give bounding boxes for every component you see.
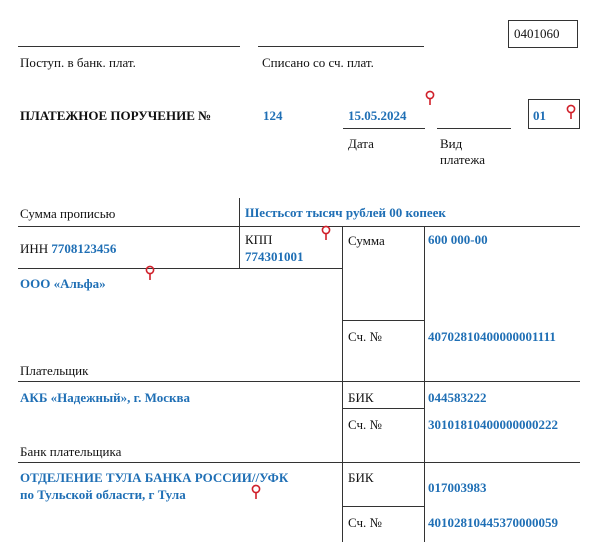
map-pin-icon — [565, 104, 577, 120]
payer-bank-account-label: Сч. № — [348, 417, 382, 432]
map-pin-icon — [144, 265, 156, 281]
payee-bank-bik[interactable]: 017003983 — [428, 480, 487, 495]
payer-bank-name[interactable]: АКБ «Надежный», г. Москва — [20, 390, 190, 405]
received-label: Поступ. в банк. плат. — [20, 55, 136, 70]
payer-bank-bik[interactable]: 044583222 — [428, 390, 487, 405]
sum-value[interactable]: 600 000-00 — [428, 232, 488, 247]
payer-account-label: Сч. № — [348, 329, 382, 344]
inn-row — [20, 241, 116, 257]
amount-words-label: Сумма прописью — [20, 206, 116, 221]
payment-type-label: Вид платежа — [440, 136, 486, 167]
payer-bank-account[interactable]: 30101810400000000222 — [428, 417, 558, 432]
debited-label: Списано со сч. плат. — [262, 55, 374, 70]
payer-account[interactable]: 40702810400000001111 — [428, 329, 556, 344]
received-line — [18, 46, 240, 47]
kpp-value[interactable]: 774301001 — [245, 249, 304, 264]
amount-words-value[interactable]: Шестьсот тысяч рублей 00 копеек — [245, 205, 446, 220]
sum-bottom — [342, 320, 424, 321]
payer-account-divider — [424, 320, 425, 542]
payee-bank-account-label: Сч. № — [348, 515, 382, 530]
payer-bank-bik-bottom — [342, 408, 424, 409]
order-number[interactable]: 124 — [263, 108, 283, 123]
payer-name[interactable]: ООО «Альфа» — [20, 276, 106, 291]
payee-bank-name-line2[interactable]: по Тульской области, г Тула — [20, 487, 186, 502]
map-pin-icon — [250, 484, 262, 500]
payer-label: Плательщик — [20, 363, 89, 378]
sum-label: Сумма — [348, 233, 385, 248]
order-title: ПЛАТЕЖНОЕ ПОРУЧЕНИЕ № — [20, 108, 212, 123]
sum-column-left — [342, 226, 343, 542]
sum-column-right — [424, 226, 425, 320]
date-label: Дата — [348, 136, 374, 151]
form-code: 0401060 — [514, 26, 560, 41]
inn-value[interactable]: 7708123456 — [51, 241, 117, 256]
payment-type-line — [437, 128, 511, 129]
map-pin-icon — [424, 90, 436, 106]
date-line — [343, 128, 425, 129]
amount-words-bottom — [18, 226, 580, 227]
status-code[interactable]: 01 — [533, 108, 546, 123]
inn-kpp-divider — [239, 226, 240, 268]
payer-bottom — [18, 381, 580, 382]
debited-line — [258, 46, 424, 47]
inn-label: ИНН — [20, 241, 49, 256]
payee-bank-bik-bottom — [342, 506, 424, 507]
payer-bank-label: Банк плательщика — [20, 444, 122, 459]
order-date[interactable]: 15.05.2024 — [348, 108, 407, 123]
payee-bank-name-line1[interactable]: ОТДЕЛЕНИЕ ТУЛА БАНКА РОССИИ//УФК — [20, 470, 289, 485]
payee-bank-bik-label: БИК — [348, 470, 374, 485]
inn-row-bottom — [18, 268, 342, 269]
kpp-label: КПП — [245, 232, 273, 247]
payer-bank-bik-label: БИК — [348, 390, 374, 405]
amount-words-divider — [239, 198, 240, 226]
map-pin-icon — [320, 225, 332, 241]
payer-bank-bottom — [18, 462, 580, 463]
payee-bank-account[interactable]: 40102810445370000059 — [428, 515, 558, 530]
